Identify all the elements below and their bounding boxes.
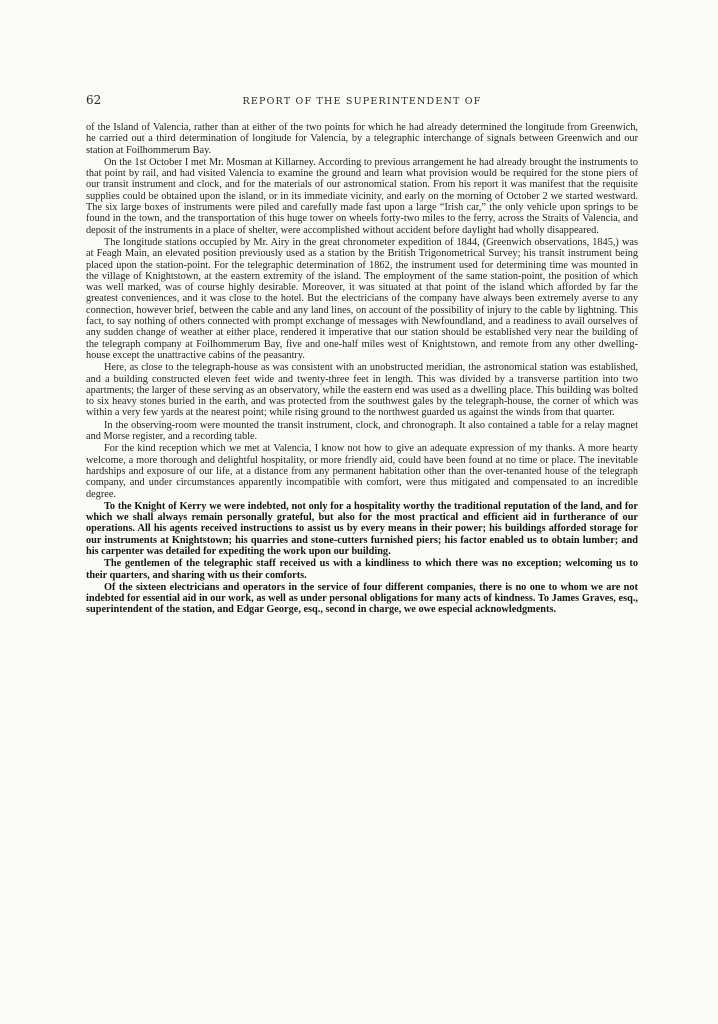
paragraph-1: of the Island of Valencia, rather than at either of the two points for which he had already determined the longitude from Greenwich, he carried out a third determination of longitude for Valencia, by a telegraphic interchange of signals between Greenwich and our station at Foilhommerum Bay. <box>86 122 638 156</box>
paragraph-7: To the Knight of Kerry we were indebted, not only for a hospitality worthy the traditional reputation of the land, and for which we shall always remain personally grateful, but also for the most practical and efficient aid in furtherance of our operations. All his agents received instructions to assist us by every means in their power; his buildings afforded storage for our instruments at Knightstown; his quarries and stone-cutters furnished piers; his factor enabled us to obtain lumber; and his carpenter was detailed for expediting the work upon our building. <box>86 500 638 557</box>
body-text <box>86 122 638 617</box>
paragraph-9: Of the sixteen electricians and operators in the service of four different companies, there is no one to whom we are not indebted for essential aid in our work, as well as under personal obligations for many acts of kindness. To James Graves, esq., superintendent of the station, and Edgar George, esq., second in charge, we owe especial acknowledgments. <box>86 581 638 616</box>
paragraph-8: The gentlemen of the telegraphic staff received us with a kindliness to which there was no exception; welcoming us to their quarters, and sharing with us their comforts. <box>86 558 638 581</box>
paragraph-3: The longitude stations occupied by Mr. Airy in the great chronometer expedition of 1844, (Greenwich observations, 1845,) was at Feagh Main, an elevated position previously used as a station by the British Trigonometrical Survey; his transit instrument being placed upon the station-point. For the telegraphic determination of 1862, the instrument used for determining time was mounted in the village of Knightstown, at the eastern extremity of the island. The employment of the same station-point, the position of which was well marked, was of course highly desirable. Moreover, it was situated at that point of the island which afforded by far the greatest conveniences, and it was close to the hotel. But the electricians of the company have always been extremely averse to any connection, however brief, between the cable and any land lines, on account of the possibility of injury to the cable by lightning. This fact, to say nothing of others connected with prompt exchange of messages with Newfoundland, and a readiness to avail ourselves of any sudden change of weather at either place, rendered it imperative that our station should be established very near the building of the telegraph company at Foilhommerum Bay, five and one-half miles west of Knightstown, and remote from any other dwelling-house except the unattractive cabins of the peasantry. <box>86 236 638 361</box>
running-head: REPORT OF THE SUPERINTENDENT OF <box>242 96 482 107</box>
paragraph-2: On the 1st October I met Mr. Mosman at Killarney. According to previous arrangement he had already brought the instruments to that point by rail, and had visited Valencia to examine the ground and learn what provision would be required for the stone piers of our transit instrument and clock, and for the materials of our astronomical station. From his report it was manifest that the requisite supplies could be obtained upon the island, or in its immediate vicinity, and early on the morning of October 2 we started westward. The six large boxes of instruments were piled and carefully made fast upon a large “Irish car,” the only vehicle upon springs to be found in the town, and the transportation of this huge tower on wheels forty-two miles to the ferry, across the Straits of Valencia, and deposit of the instruments in a place of shelter, were accomplished without accident before daylight had wholly disappeared. <box>86 156 638 236</box>
page-number: 62 <box>86 93 102 107</box>
paragraph-6: For the kind reception which we met at Valencia, I know not how to give an adequate expression of my thanks. A more hearty welcome, a more thorough and delightful hospitality, or more friendly aid, could have been found at no time or place. The inevitable hardships and exposure of our life, at a distance from any permanent habitation other than the over-tenanted house of the telegraph company, and under circumstances apparently incompatible with comfort, were thus mitigated and compensated to an incredible degree. <box>86 443 638 500</box>
page-header <box>86 93 638 111</box>
paragraph-5: In the observing-room were mounted the transit instrument, clock, and chronograph. It also contained a table for a relay magnet and Morse register, and a recording table. <box>86 419 638 443</box>
paragraph-4: Here, as close to the telegraph-house as was consistent with an unobstructed meridian, the astronomical station was established, and a building constructed eleven feet wide and twenty-three feet in length. This was divided by a transverse partition into two apartments; the larger of these serving as an observatory, while the eastern end was used as a dwelling place. This building was bolted to six heavy stones buried in the earth, and was protected from the southwest gales by the telegraph-house, the corner of which was within a very few yards at the nearest point; while rising ground to the northwest guarded us against the winds from that quarter. <box>86 362 638 419</box>
